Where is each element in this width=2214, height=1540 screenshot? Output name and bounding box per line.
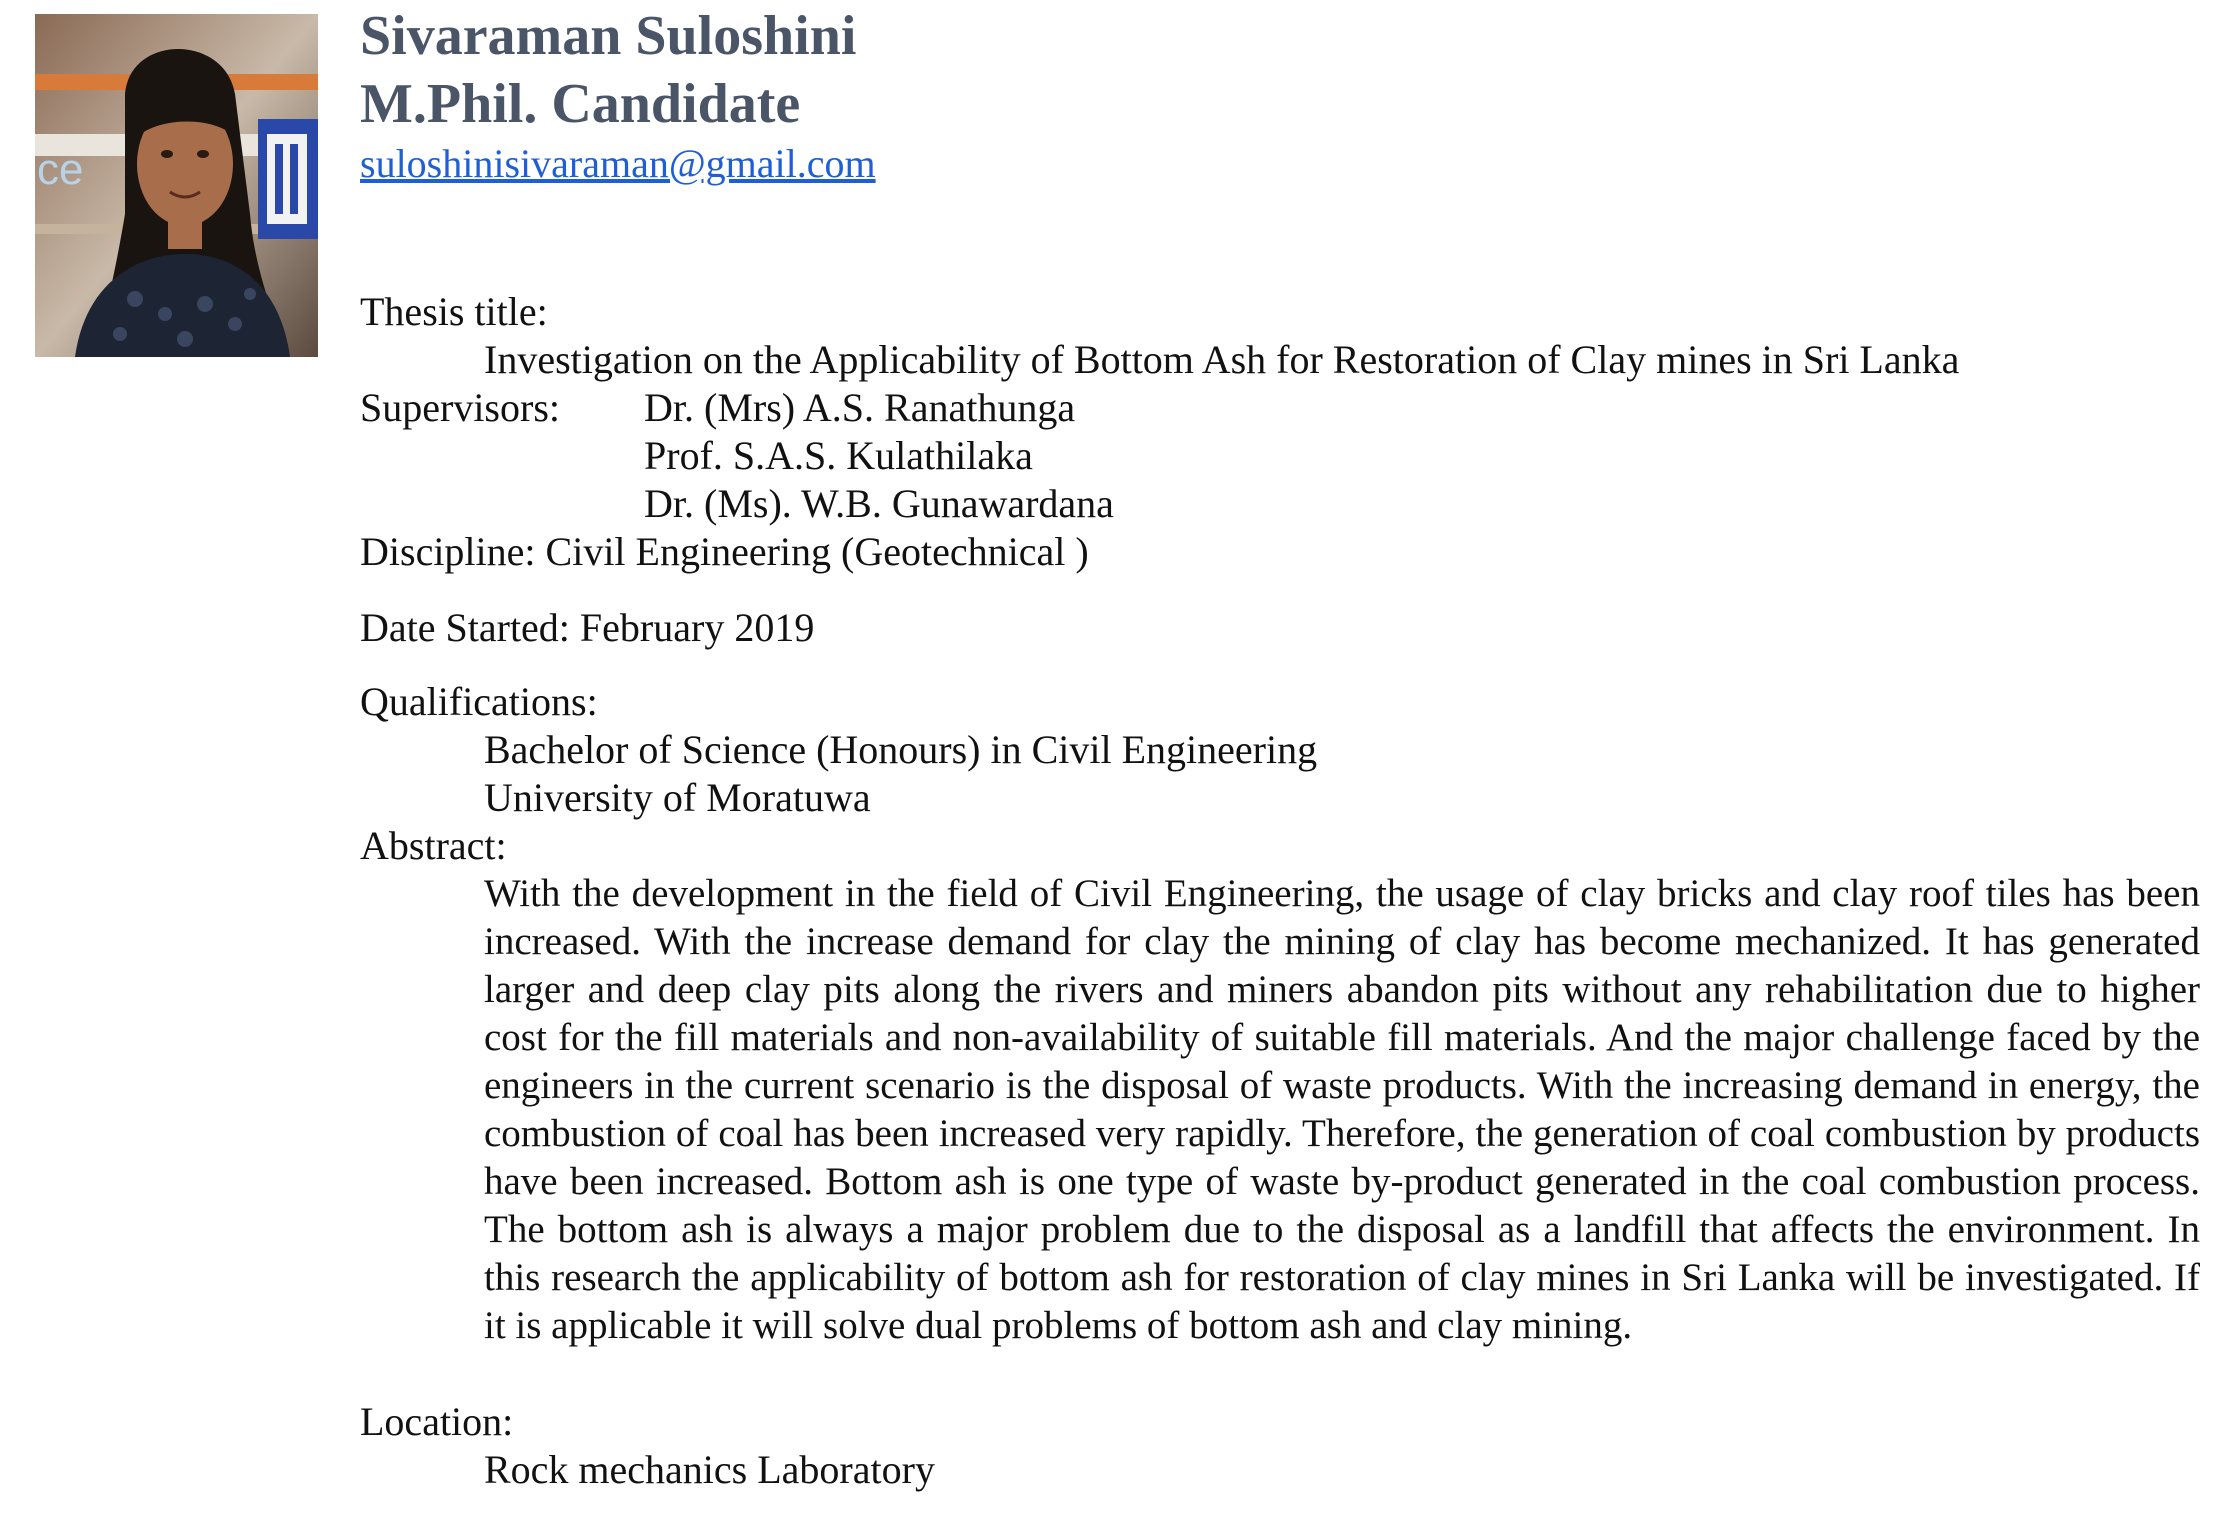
email-link[interactable]: suloshinisivaraman@gmail.com [360,141,876,186]
supervisor-row-3 [360,480,2200,528]
location-label: Location: [360,1399,514,1444]
abstract-text: With the development in the field of Civil Engineering, the usage of clay bricks and clay roof tiles has been increased. With the increase demand for clay the mining of clay has become mechanized. It has generated larger and deep clay pits along the rivers and miners abandon pits without any rehabilitation due to higher cost for the fill materials and non-availability of suitable fill materials. And the major challenge faced by the engineers in the current scenario is the disposal of waste products. With the increasing demand in energy, the combustion of coal has been increased very rapidly. Therefore, the generation of coal combustion by products have been increased. Bottom ash is one type of waste by-product generated in the coal combustion process. The bottom ash is always a major problem due to the disposal as a landfill that affects the environment. In this research the applicability of bottom ash for restoration of clay mines in Sri Lanka will be investigated. If it is applicable it will solve dual problems of bottom ash and clay mining. [484,872,2200,1347]
thesis-label: Thesis title: [360,289,548,334]
location-value: Rock mechanics Laboratory [484,1447,935,1492]
supervisor-row-1 [360,384,2200,432]
discipline: Discipline: Civil Engineering (Geotechnical ) [360,529,1089,574]
svg-text:ce: ce [37,145,84,194]
qualification-degree: Bachelor of Science (Honours) in Civil Engineering [484,727,1318,772]
profile-header [360,0,876,188]
abstract-label: Abstract: [360,823,507,868]
supervisor-name: Dr. (Ms). W.B. Gunawardana [644,481,1114,526]
date-started: Date Started: February 2019 [360,605,815,650]
qualifications-label: Qualifications: [360,679,598,724]
thesis-title: Investigation on the Applicability of Bottom Ash for Restoration of Clay mines in Sri Lanka [484,337,1960,382]
supervisors-label: Supervisors: [360,385,560,430]
profile-photo [35,14,318,357]
supervisor-name: Dr. (Mrs) A.S. Ranathunga [644,385,1076,430]
candidate-role: M.Phil. Candidate [360,73,801,135]
qualification-university: University of Moratuwa [484,775,871,820]
profile-details [360,288,2200,1494]
candidate-name: Sivaraman Suloshini [360,5,857,67]
supervisor-row-2 [360,432,2200,480]
supervisor-name: Prof. S.A.S. Kulathilaka [644,433,1033,478]
